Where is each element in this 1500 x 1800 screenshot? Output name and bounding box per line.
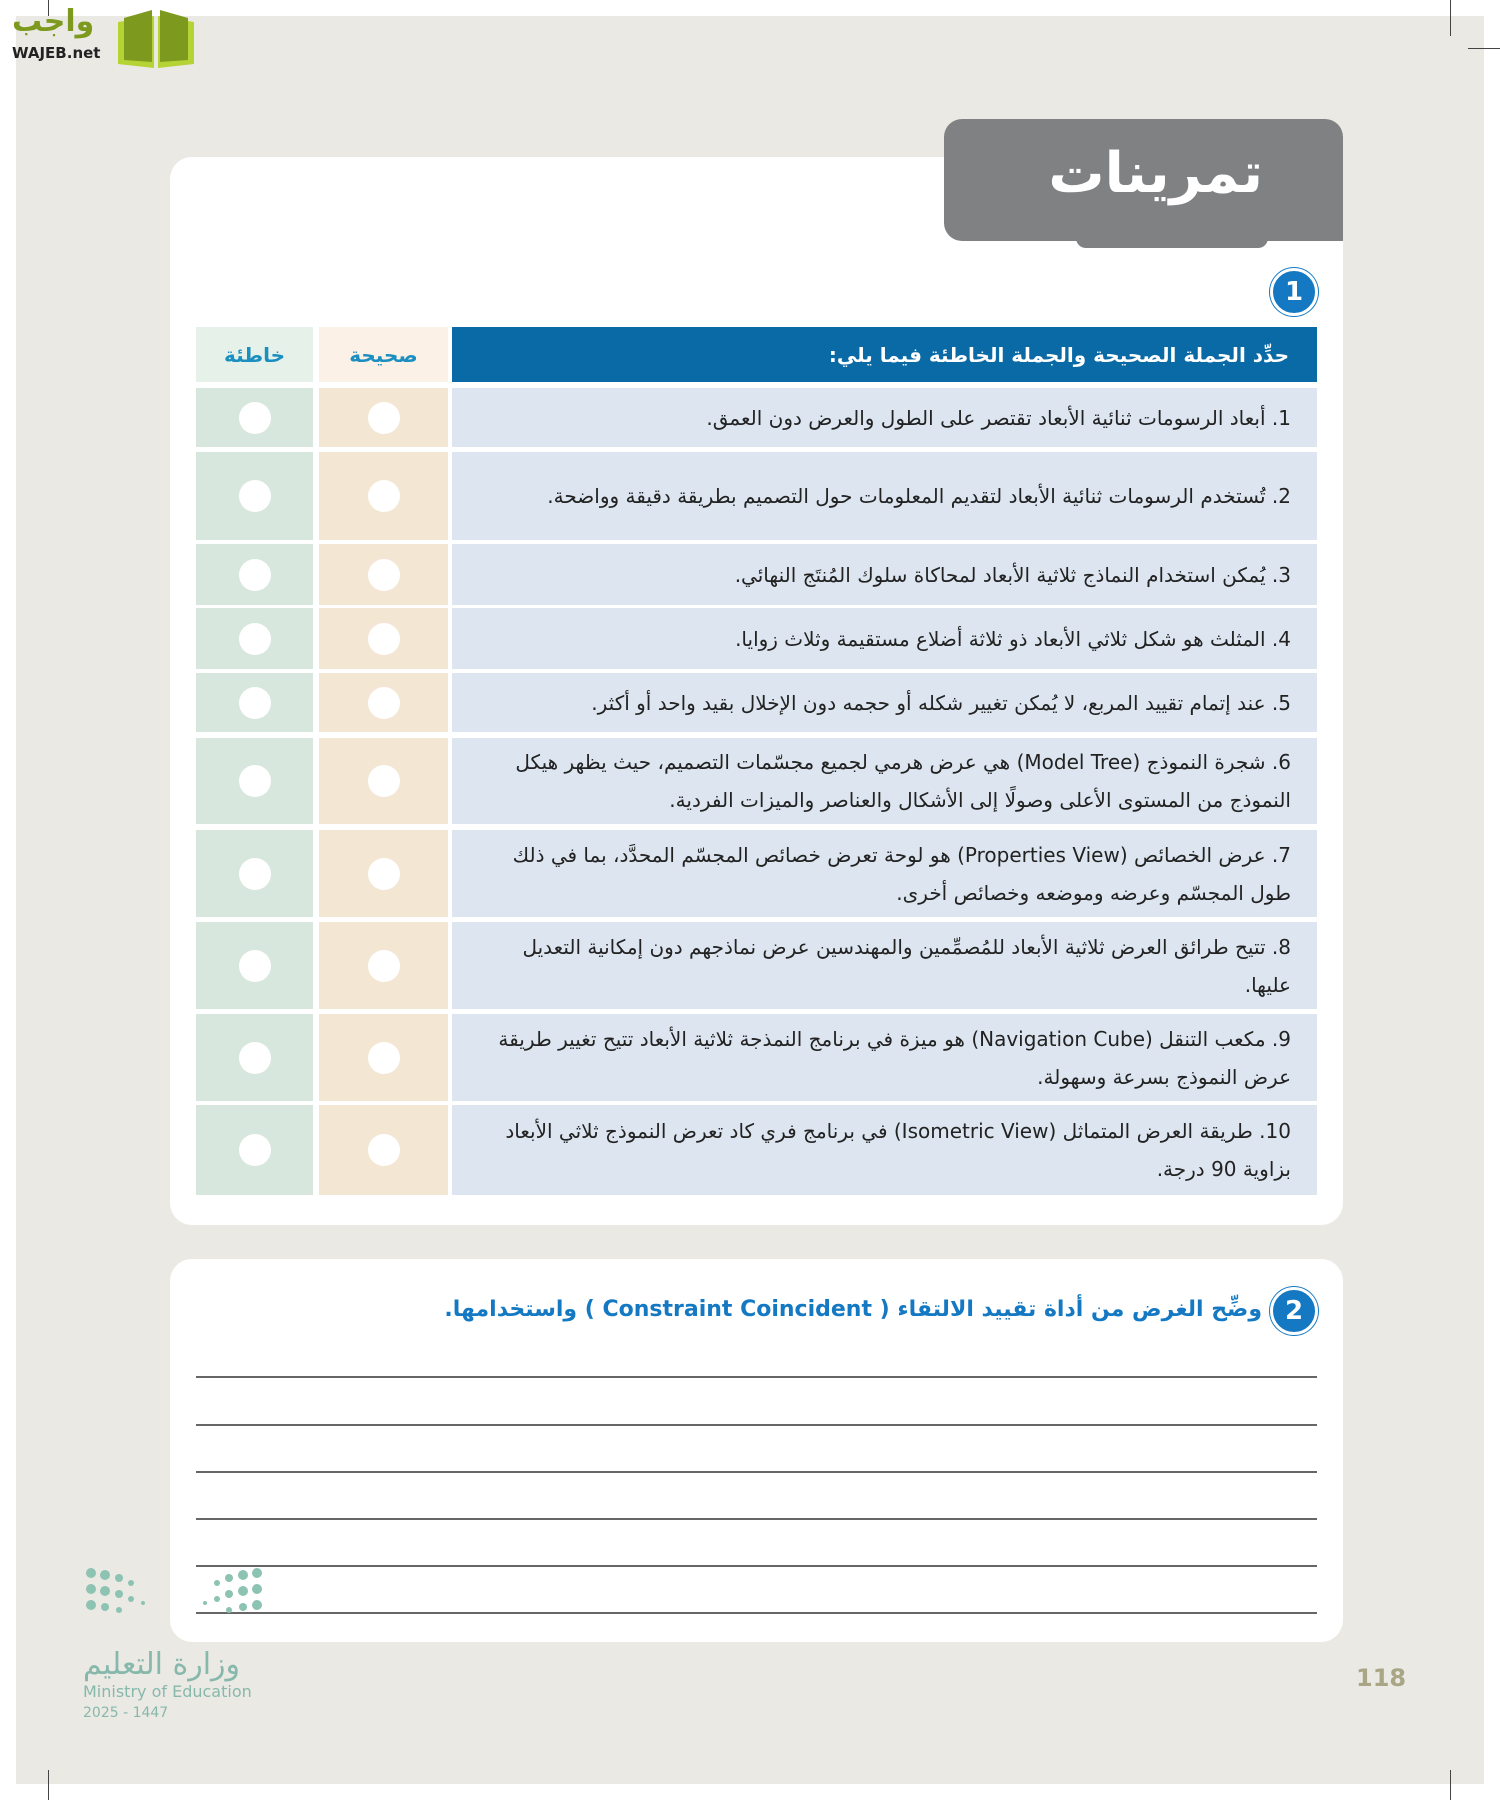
statement-row <box>452 830 1317 917</box>
page-number: 118 <box>1356 1664 1407 1692</box>
wajeb-logo <box>10 4 190 68</box>
book-icon <box>116 8 196 68</box>
statement-text: 1. أبعاد الرسومات ثنائية الأبعاد تقتصر على الطول والعرض دون العمق. <box>706 405 1291 430</box>
true-radio[interactable] <box>368 480 400 512</box>
true-cell <box>319 608 448 669</box>
false-radio[interactable] <box>239 950 271 982</box>
exercise-2-badge: 2 <box>1270 1287 1318 1335</box>
answer-line[interactable] <box>196 1376 1317 1378</box>
statement-row <box>452 544 1317 605</box>
statement-text: 2. تُستخدم الرسومات ثنائية الأبعاد لتقديم المعلومات حول التصميم بطريقة دقيقة وواضحة. <box>547 484 1291 508</box>
statement-text: 9. مكعب التنقل (Navigation Cube) هو ميزة في برنامج النمذجة ثلاثية الأبعاد تتيح تغيير طريقة عرض النموذج بسرعة وسهولة. <box>498 1026 1291 1089</box>
table-header-false: خاطئة <box>196 327 313 382</box>
crop-mark <box>48 1770 49 1800</box>
false-cell <box>196 830 313 917</box>
crop-mark <box>1450 0 1451 36</box>
statement-text: 7. عرض الخصائص (Properties View) هو لوحة تعرض خصائص المجسّم المحدَّد، بما في ذلك طول المجسّم وعرضه وموضعه وخصائص أخرى. <box>512 842 1291 905</box>
false-radio[interactable] <box>239 858 271 890</box>
false-radio[interactable] <box>239 480 271 512</box>
true-radio[interactable] <box>368 559 400 591</box>
crop-mark <box>1450 1770 1451 1800</box>
true-radio[interactable] <box>368 765 400 797</box>
page-title: تمرينات <box>1048 141 1263 206</box>
table-header-instruction: حدِّد الجملة الصحيحة والجملة الخاطئة فيما يلي: <box>452 327 1317 382</box>
true-radio[interactable] <box>368 402 400 434</box>
ministry-name-english: Ministry of Education <box>83 1682 252 1701</box>
title-tab <box>944 119 1343 241</box>
statement-row <box>452 1105 1317 1195</box>
edition-year: 2025 - 1447 <box>83 1705 169 1721</box>
true-radio[interactable] <box>368 858 400 890</box>
false-radio[interactable] <box>239 1134 271 1166</box>
true-cell <box>319 738 448 824</box>
false-cell <box>196 608 313 669</box>
false-radio[interactable] <box>239 1042 271 1074</box>
true-radio[interactable] <box>368 623 400 655</box>
statement-row <box>452 673 1317 732</box>
answer-line[interactable] <box>196 1518 1317 1520</box>
true-radio[interactable] <box>368 1134 400 1166</box>
statement-text: 5. عند إتمام تقييد المربع، لا يُمكن تغيير شكله أو حجمه دون الإخلال بقيد واحد أو أكثر. <box>591 690 1291 715</box>
statement-text: 10. طريقة العرض المتماثل (Isometric View) في برنامج فري كاد تعرض النموذج ثلاثي الأبعاد بزاوية 90 درجة. <box>505 1119 1291 1181</box>
true-radio[interactable] <box>368 950 400 982</box>
false-radio[interactable] <box>239 687 271 719</box>
ministry-name-arabic: وزارة التعليم <box>83 1647 241 1682</box>
true-cell <box>319 673 448 732</box>
true-cell <box>319 830 448 917</box>
ministry-dots-icon <box>83 1565 265 1623</box>
false-radio[interactable] <box>239 623 271 655</box>
statement-row <box>452 1014 1317 1101</box>
false-cell <box>196 388 313 447</box>
logo-latin: WAJEB.net <box>12 44 101 62</box>
crop-mark <box>1468 48 1500 49</box>
logo-arabic: واجب <box>12 4 95 39</box>
table-header-true: صحيحة <box>319 327 448 382</box>
answer-line[interactable] <box>196 1471 1317 1473</box>
false-cell <box>196 738 313 824</box>
ministry-logo <box>83 1565 273 1721</box>
statement-text: 6. شجرة النموذج (Model Tree) هي عرض هرمي لجميع مجسّمات التصميم، حيث يظهر هيكل النموذج من المستوى الأعلى وصولًا إلى الأشكال والعناصر والميزات الفردية. <box>515 750 1291 812</box>
true-cell <box>319 388 448 447</box>
true-cell <box>319 452 448 540</box>
false-cell <box>196 673 313 732</box>
true-radio[interactable] <box>368 1042 400 1074</box>
statement-text: 8. تتيح طرائق العرض ثلاثية الأبعاد للمُصمِّمين والمهندسين عرض نماذجهم دون إمكانية التعديل عليها. <box>522 934 1291 997</box>
statement-row <box>452 738 1317 824</box>
answer-line[interactable] <box>196 1612 1317 1614</box>
answer-line[interactable] <box>196 1424 1317 1426</box>
true-cell <box>319 1105 448 1195</box>
false-cell <box>196 544 313 605</box>
false-radio[interactable] <box>239 765 271 797</box>
false-radio[interactable] <box>239 402 271 434</box>
true-cell <box>319 922 448 1009</box>
statement-text: 3. يُمكن استخدام النماذج ثلاثية الأبعاد لمحاكاة سلوك المُنتَج النهائي. <box>734 562 1291 587</box>
exercise-2-question: وضِّح الغرض من أداة تقييد الالتقاء ( Constraint Coincident ) واستخدامها. <box>444 1297 1262 1322</box>
statement-text: 4. المثلث هو شكل ثلاثي الأبعاد ذو ثلاثة أضلاع مستقيمة وثلاث زوايا. <box>735 626 1291 651</box>
false-radio[interactable] <box>239 559 271 591</box>
statement-row <box>452 452 1317 540</box>
false-cell <box>196 1014 313 1101</box>
true-cell <box>319 1014 448 1101</box>
false-cell <box>196 1105 313 1195</box>
true-cell <box>319 544 448 605</box>
true-radio[interactable] <box>368 687 400 719</box>
exercise-1-badge: 1 <box>1270 268 1318 316</box>
false-cell <box>196 922 313 1009</box>
statement-row <box>452 608 1317 669</box>
answer-line[interactable] <box>196 1565 1317 1567</box>
statement-row <box>452 922 1317 1009</box>
statement-row <box>452 388 1317 447</box>
false-cell <box>196 452 313 540</box>
